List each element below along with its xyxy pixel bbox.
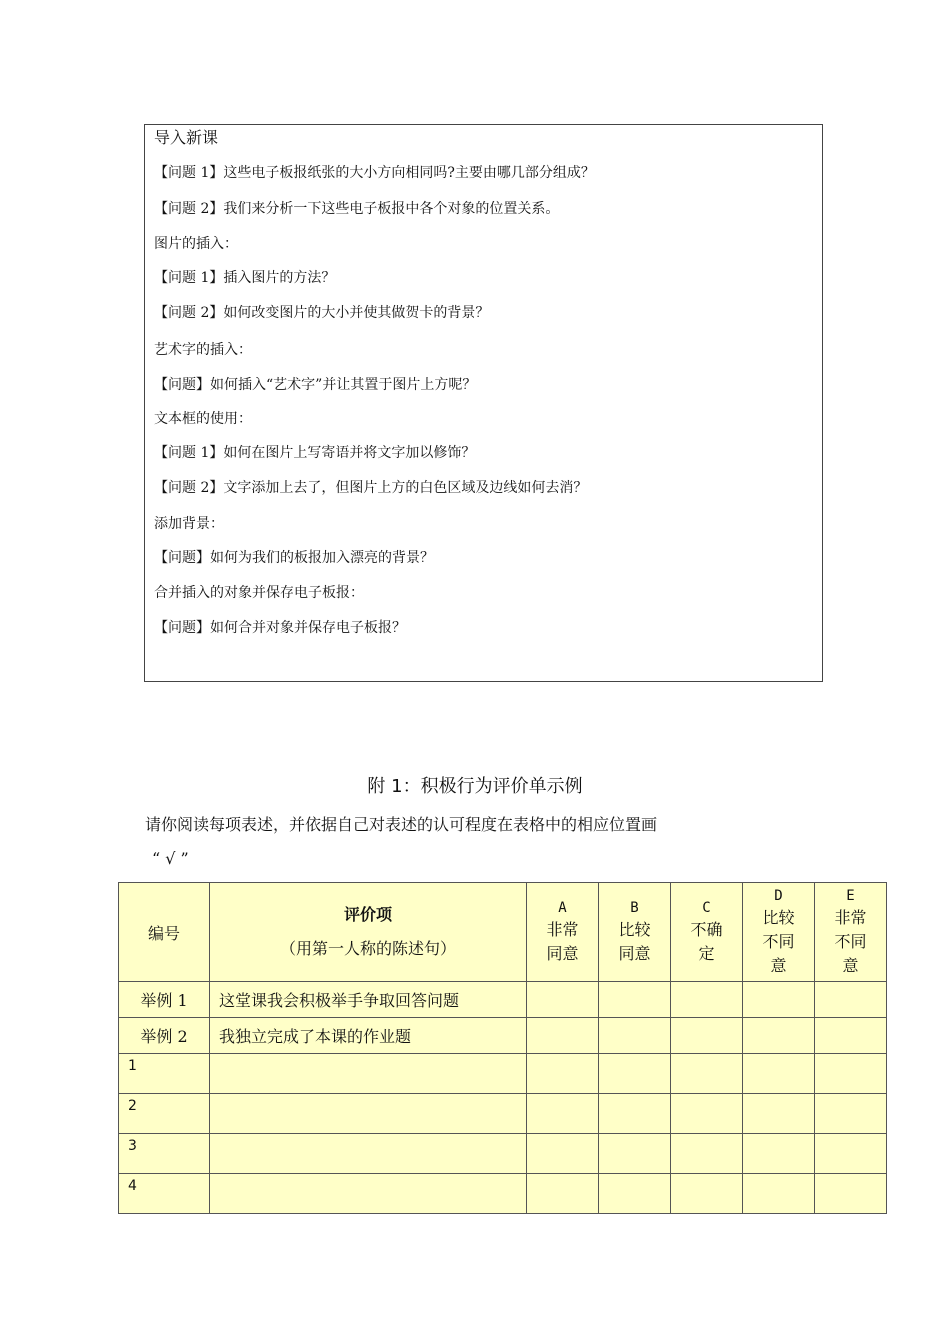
rating-cell-b[interactable]	[599, 982, 671, 1018]
rating-cell-d[interactable]	[743, 982, 815, 1018]
lesson-line: 【问题】如何插入“艺术字”并让其置于图片上方呢？	[154, 377, 477, 393]
row-number: 3	[119, 1134, 210, 1174]
row-item: 这堂课我会积极举手争取回答问题	[210, 982, 527, 1018]
rating-cell-e[interactable]	[815, 1018, 887, 1054]
row-item[interactable]	[210, 1094, 527, 1134]
header-item-sub: （用第一人称的陈述句）	[279, 939, 456, 958]
rating-cell-b[interactable]	[599, 1054, 671, 1094]
rating-cell-e[interactable]	[815, 1054, 887, 1094]
rating-cell-a[interactable]	[527, 1054, 599, 1094]
rating-cell-a[interactable]	[527, 1094, 599, 1134]
header-option-c: C 不确 定	[671, 883, 743, 982]
row-item: 我独立完成了本课的作业题	[210, 1018, 527, 1054]
rating-cell-c[interactable]	[671, 1018, 743, 1054]
row-item[interactable]	[210, 1054, 527, 1094]
evaluation-table	[118, 882, 887, 1214]
rating-cell-c[interactable]	[671, 1054, 743, 1094]
row-item[interactable]	[210, 1174, 527, 1214]
row-number: 4	[119, 1174, 210, 1214]
rating-cell-c[interactable]	[671, 1134, 743, 1174]
rating-cell-d[interactable]	[743, 1174, 815, 1214]
table-row	[119, 1134, 887, 1174]
rating-cell-b[interactable]	[599, 1174, 671, 1214]
header-option-d: D 比较 不同 意	[743, 883, 815, 982]
row-number: 2	[119, 1094, 210, 1134]
table-row	[119, 1094, 887, 1134]
header-option-a: A 非常 同意	[527, 883, 599, 982]
lesson-line: 文本框的使用：	[154, 411, 252, 427]
lesson-line: 【问题 1】如何在图片上写寄语并将文字加以修饰？	[154, 445, 476, 461]
lesson-line: 【问题 2】如何改变图片的大小并使其做贺卡的背景？	[154, 305, 490, 321]
rating-cell-c[interactable]	[671, 982, 743, 1018]
appendix-title: 附 1：积极行为评价单示例	[367, 776, 583, 797]
lesson-line: 【问题】如何合并对象并保存电子板报？	[154, 620, 406, 636]
table-header-row	[119, 883, 887, 982]
header-item	[210, 883, 527, 982]
rating-cell-b[interactable]	[599, 1094, 671, 1134]
lesson-line: 【问题 2】文字添加上去了，但图片上方的白色区域及边线如何去消？	[154, 480, 588, 496]
rating-cell-e[interactable]	[815, 1134, 887, 1174]
rating-cell-e[interactable]	[815, 1174, 887, 1214]
rating-cell-b[interactable]	[599, 1018, 671, 1054]
header-option-b: B 比较 同意	[599, 883, 671, 982]
row-number: 举例 2	[119, 1018, 210, 1054]
table-row	[119, 1174, 887, 1214]
lesson-line: 【问题 1】插入图片的方法？	[154, 270, 336, 286]
rating-cell-a[interactable]	[527, 982, 599, 1018]
header-option-e: E 非常 不同 意	[815, 883, 887, 982]
rating-cell-a[interactable]	[527, 1134, 599, 1174]
checkmark-instruction: “ √ ”	[152, 849, 189, 868]
lesson-line: 添加背景：	[154, 516, 224, 532]
row-item[interactable]	[210, 1134, 527, 1174]
rating-cell-e[interactable]	[815, 1094, 887, 1134]
rating-cell-c[interactable]	[671, 1094, 743, 1134]
lesson-line: 合并插入的对象并保存电子板报：	[154, 585, 364, 601]
row-number: 举例 1	[119, 982, 210, 1018]
rating-cell-d[interactable]	[743, 1094, 815, 1134]
table-row	[119, 1054, 887, 1094]
lesson-line: 【问题 2】我们来分析一下这些电子板报中各个对象的位置关系。	[154, 201, 560, 217]
rating-cell-a[interactable]	[527, 1174, 599, 1214]
header-num: 编号	[119, 883, 210, 982]
header-item-title: 评价项	[343, 905, 392, 924]
lesson-heading: 导入新课	[154, 128, 219, 147]
rating-cell-d[interactable]	[743, 1018, 815, 1054]
row-number: 1	[119, 1054, 210, 1094]
lesson-line: 【问题】如何为我们的板报加入漂亮的背景？	[154, 550, 434, 566]
rating-cell-d[interactable]	[743, 1054, 815, 1094]
lesson-line: 艺术字的插入：	[154, 342, 252, 358]
rating-cell-b[interactable]	[599, 1134, 671, 1174]
appendix-intro: 请你阅读每项表述，并依据自己对表述的认可程度在表格中的相应位置画	[145, 815, 658, 834]
lesson-line: 【问题 1】这些电子板报纸张的大小方向相同吗?主要由哪几部分组成？	[154, 165, 595, 181]
rating-cell-c[interactable]	[671, 1174, 743, 1214]
table-row	[119, 982, 887, 1018]
rating-cell-e[interactable]	[815, 982, 887, 1018]
lesson-line: 图片的插入：	[154, 236, 238, 252]
rating-cell-d[interactable]	[743, 1134, 815, 1174]
rating-cell-a[interactable]	[527, 1018, 599, 1054]
lesson-box	[144, 124, 823, 682]
table-row	[119, 1018, 887, 1054]
